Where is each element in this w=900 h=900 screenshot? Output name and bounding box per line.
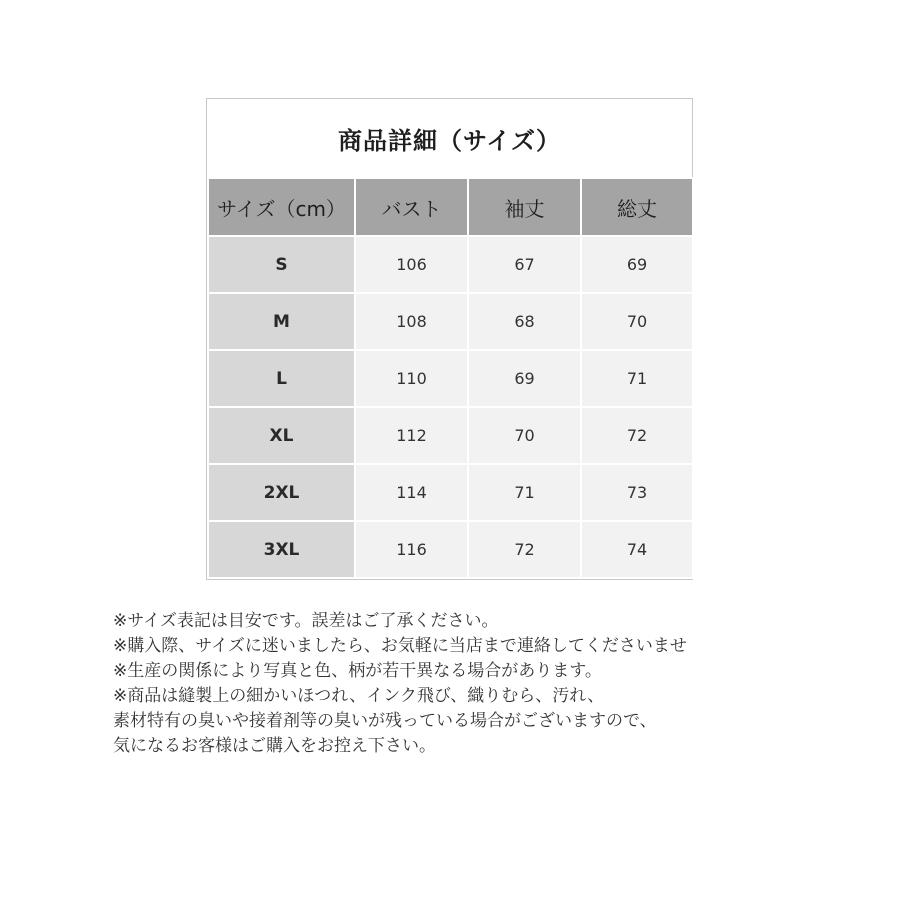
header-size: サイズ（cm） xyxy=(208,178,355,236)
note-line: 素材特有の臭いや接着剤等の臭いが残っている場合がございますので、 xyxy=(113,711,657,731)
bust-cell: 116 xyxy=(355,521,468,578)
sleeve-cell: 72 xyxy=(468,521,581,578)
note-line: 気になるお客様はご購入をお控え下さい。 xyxy=(113,736,436,756)
table-row xyxy=(208,350,693,407)
note-line: ※サイズ表記は目安です。誤差はご了承ください。 xyxy=(113,611,499,631)
table-row xyxy=(208,407,693,464)
size-chart xyxy=(206,98,693,580)
bust-cell: 112 xyxy=(355,407,468,464)
table-row xyxy=(208,521,693,578)
note-line: ※購入際、サイズに迷いましたら、お気軽に当店まで連絡してくださいませ xyxy=(113,636,687,656)
size-cell: L xyxy=(208,350,355,407)
sleeve-cell: 67 xyxy=(468,236,581,293)
size-cell: XL xyxy=(208,407,355,464)
sleeve-cell: 69 xyxy=(468,350,581,407)
length-cell: 69 xyxy=(581,236,693,293)
size-cell: 3XL xyxy=(208,521,355,578)
size-cell: S xyxy=(208,236,355,293)
bust-cell: 114 xyxy=(355,464,468,521)
note-line: ※商品は縫製上の細かいほつれ、インク飛び、織りむら、汚れ、 xyxy=(113,686,605,706)
length-cell: 74 xyxy=(581,521,693,578)
table-row xyxy=(208,293,693,350)
length-cell: 71 xyxy=(581,350,693,407)
sleeve-cell: 68 xyxy=(468,293,581,350)
header-bust: バスト xyxy=(355,178,468,236)
bust-cell: 108 xyxy=(355,293,468,350)
size-cell: M xyxy=(208,293,355,350)
table-row xyxy=(208,464,693,521)
header-length: 総丈 xyxy=(581,178,693,236)
size-cell: 2XL xyxy=(208,464,355,521)
header-sleeve: 袖丈 xyxy=(468,178,581,236)
sleeve-cell: 71 xyxy=(468,464,581,521)
length-cell: 72 xyxy=(581,407,693,464)
bust-cell: 110 xyxy=(355,350,468,407)
size-table xyxy=(207,177,694,579)
note-line: ※生産の関係により写真と色、柄が若干異なる場合があります。 xyxy=(113,661,602,681)
bust-cell: 106 xyxy=(355,236,468,293)
length-cell: 70 xyxy=(581,293,693,350)
notes-block xyxy=(113,609,873,759)
header-row xyxy=(208,178,693,236)
length-cell: 73 xyxy=(581,464,693,521)
sleeve-cell: 70 xyxy=(468,407,581,464)
table-row xyxy=(208,236,693,293)
chart-title: 商品詳細（サイズ） xyxy=(337,125,562,155)
